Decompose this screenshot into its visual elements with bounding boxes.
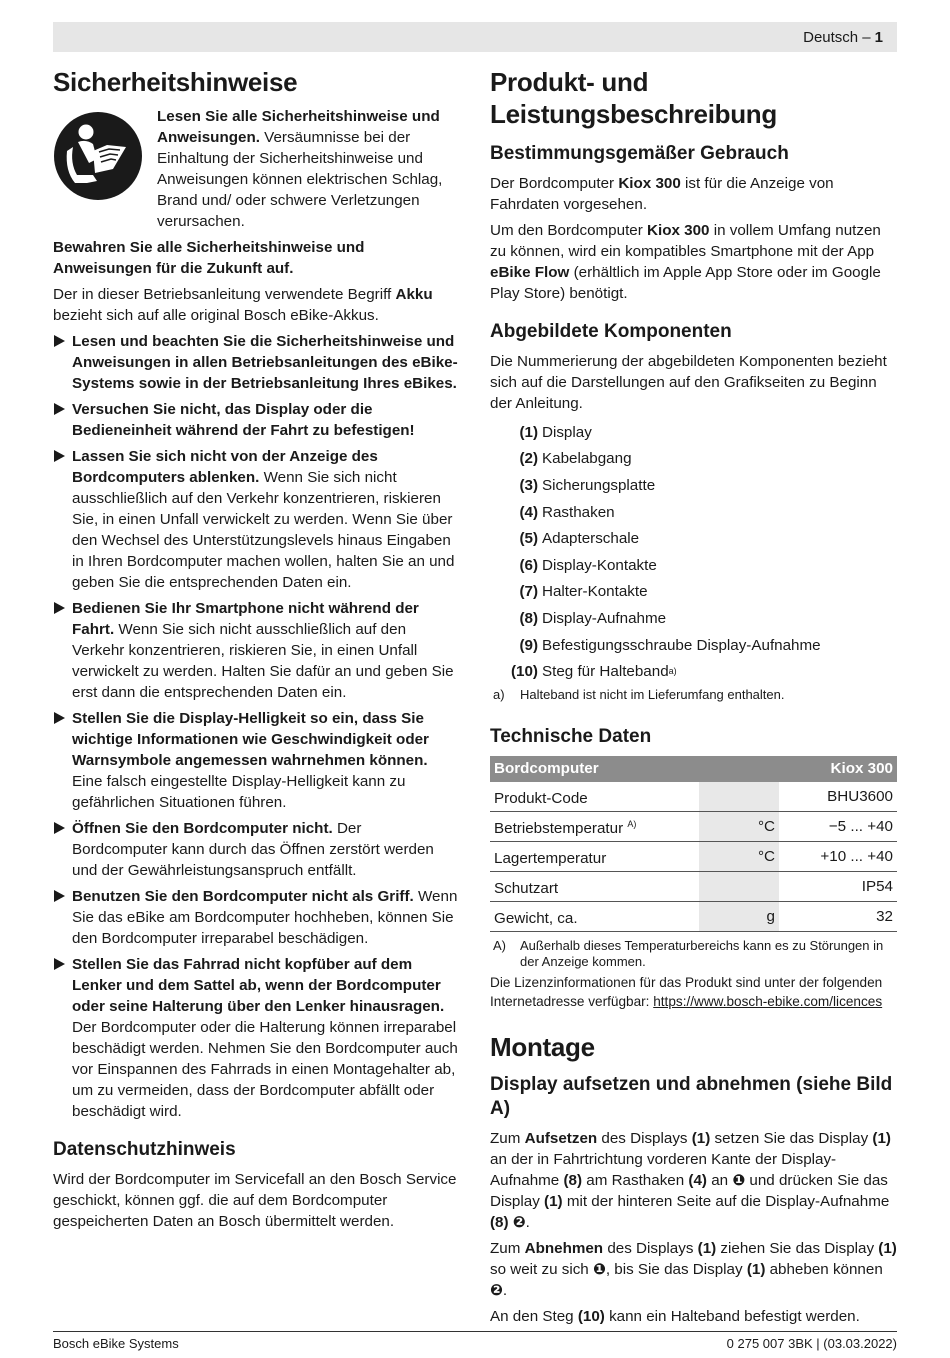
safety-bullet-list	[53, 331, 460, 1122]
safety-intro	[53, 106, 460, 232]
text-run: des Displays	[603, 1240, 698, 1258]
component-item: (4) Rasthaken	[519, 503, 615, 521]
component-item: (5) Adapterschale	[519, 530, 640, 548]
table-row: Gewicht, ca. g 32	[490, 902, 897, 932]
text-run: und drücken Sie das Display	[490, 1172, 888, 1211]
header-language: Deutsch –	[803, 28, 871, 46]
keep-instructions: Bewahren Sie alle Sicherheitshinweise und Anweisungen für die Zukunft auf.	[53, 239, 365, 277]
table-row: Produkt-Code BHU3600	[490, 782, 897, 812]
component-item: (9) Befestigungsschraube Display-Aufnahme	[519, 636, 821, 654]
component-item: (3) Sicherungsplatte	[519, 476, 656, 494]
triangle-bullet-icon	[54, 335, 65, 347]
tech-data-table	[490, 756, 897, 932]
mount-heading: Montage	[490, 1032, 595, 1063]
header-page-number: 1	[874, 28, 883, 46]
component-item: (2) Kabelabgang	[519, 450, 632, 468]
text-run: Aufsetzen	[524, 1130, 598, 1148]
text-run: ziehen Sie das Display	[716, 1240, 879, 1258]
table-row: Betriebstemperatur $^{A)}$ °C −5 ... +40	[490, 812, 897, 842]
components-heading: Abgebildete Komponenten	[490, 321, 732, 342]
text-run: (8)	[490, 1214, 509, 1232]
left-column	[53, 66, 460, 1237]
component-item: (8) Display-Aufnahme	[519, 609, 667, 627]
safety-bullet: Lesen und beachten Sie die Sicherheitshinweise und Anweisungen in allen Betriebsanleitungen des eBike-Systems sowie in der Betriebsanleitung Ihres eBikes.	[53, 331, 460, 394]
triangle-bullet-icon	[54, 403, 65, 415]
safety-bullet: Stellen Sie das Fahrrad nicht kopfüber auf dem Lenker und dem Sattel ab, wenn der Bordcomputer oder seine Halterung über den Lenker hinausragen. Der Bordcomputer oder die Halterung können irreparabel beschädigt werden. Nehmen Sie den Bordcomputer auch vor Einspannen des Fahrrads in einen Montagehalter ab, um zu vermeiden, dass der Bordcomputer abfällt oder beschädigt wird.	[53, 954, 460, 1122]
footer-right: 0 275 007 3BK | (03.03.2022)	[726, 1336, 897, 1351]
text-run: ❶	[592, 1261, 606, 1279]
intro-bold: Lesen Sie alle Sicherheitshinweise und Anweisungen.	[157, 108, 440, 146]
text-run: ❶	[732, 1172, 746, 1190]
footer-rule	[53, 1331, 897, 1332]
mount-text-1	[490, 1128, 897, 1233]
triangle-bullet-icon	[54, 450, 65, 462]
text-run: mit der hinteren Seite auf die Display-Aufnahme	[562, 1193, 890, 1211]
safety-bullet: Versuchen Sie nicht, das Display oder die Bedieneinheit während der Fahrt zu befestigen!	[53, 399, 460, 441]
display-mount-heading: Display aufsetzen und abnehmen (siehe Bild A)	[490, 1074, 893, 1120]
text-run: Zum	[490, 1240, 525, 1258]
safety-bullet: Öffnen Sie den Bordcomputer nicht. Der Bordcomputer kann durch das Öffnen zerstört werden und der Gewährleistungsanspruch entfällt.	[53, 818, 460, 881]
triangle-bullet-icon	[54, 958, 65, 970]
text-run: Abnehmen	[524, 1240, 604, 1258]
text-run: (1)	[691, 1130, 711, 1148]
text-run: (1)	[697, 1240, 717, 1258]
text-run: an der in Fahrtrichtung vorderen Kante der Display-Aufnahme	[490, 1151, 837, 1190]
product-heading: Produkt- und Leistungsbeschreibung	[490, 67, 777, 129]
text-run: an	[706, 1172, 733, 1190]
text-run: .	[502, 1282, 508, 1300]
component-item: (7) Halter-Kontakte	[519, 583, 648, 601]
component-item: (6) Display-Kontakte	[519, 556, 657, 574]
text-run: (8)	[563, 1172, 583, 1190]
text-run: ❷	[512, 1214, 526, 1232]
component-item: (10) Steg für Halteband a)	[510, 663, 677, 681]
components-list	[494, 419, 897, 685]
mount-text-3: An den Steg (10) kann ein Halteband befestigt werden.	[490, 1308, 860, 1326]
triangle-bullet-icon	[54, 712, 65, 724]
right-column	[490, 66, 897, 1332]
text-run: des Displays	[597, 1130, 692, 1148]
text-run: (1)	[544, 1193, 563, 1211]
text-run: (1)	[872, 1130, 891, 1148]
privacy-text: Wird der Bordcomputer im Servicefall an den Bosch Service geschickt, können ggf. die auf dem Bordcomputer gespeicherten Daten an Bosch übermittelt werden.	[53, 1171, 457, 1230]
tech-data-heading: Technische Daten	[490, 725, 652, 747]
footer-left: Bosch eBike Systems	[53, 1336, 179, 1351]
mount-text-2	[490, 1238, 897, 1301]
intended-use-text-1: Der Bordcomputer Kiox 300 ist für die Anzeige von Fahrdaten vorgesehen.	[490, 175, 834, 213]
text-run: abheben können	[765, 1261, 883, 1279]
page-header-bar	[53, 22, 897, 52]
table-row: Lagertemperatur °C +10 ... +40	[490, 842, 897, 872]
text-run: , bis Sie das Display	[605, 1261, 747, 1279]
intro-text: Versäumnisse bei der Einhaltung der Sicherheitshinweise und Anweisungen können elektrischen Schlag, Brand und/ oder schwere Verletzungen verursachen.	[157, 129, 443, 230]
components-intro: Die Nummerierung der abgebildeten Komponenten bezieht sich auf die Darstellungen auf den Grafikseiten zu Beginn der Anleitung.	[490, 353, 887, 412]
text-run: .	[525, 1214, 530, 1232]
text-run: ❷	[490, 1282, 503, 1300]
text-run: (4)	[688, 1172, 707, 1190]
tech-footnote: A) Außerhalb dieses Temperaturbereichs kann es zu Störungen in der Anzeige kommen.	[493, 938, 884, 970]
text-run: am Rasthaken	[582, 1172, 689, 1190]
table-row: Schutzart IP54	[490, 872, 897, 902]
akku-definition: Der in dieser Betriebsanleitung verwendete Begriff Akku bezieht sich auf alle original Bosch eBike-Akkus.	[53, 286, 433, 324]
read-manual-icon	[53, 111, 143, 201]
license-link[interactable]: https://www.bosch-ebike.com/licences	[653, 994, 883, 1010]
text-run: setzen Sie das Display	[710, 1130, 873, 1148]
component-item: (1) Display	[519, 423, 592, 441]
privacy-heading: Datenschutzhinweis	[53, 1139, 236, 1160]
safety-bullet: Lassen Sie sich nicht von der Anzeige des Bordcomputers ablenken. Wenn Sie sich nicht ausschließlich auf den Verkehr konzentrieren, riskieren Sie, in einen Unfall verwickelt zu werden. Wenn Sie über den Wechsel des Unterstützungslevels hinaus Eingaben in Ihren Bordcomputer machen wollen, halten Sie an und geben Sie die entsprechenden Daten ein.	[53, 446, 460, 593]
components-footnote: a) Halteband ist nicht im Lieferumfang enthalten.	[493, 686, 785, 702]
triangle-bullet-icon	[54, 890, 65, 902]
text-run: (1)	[878, 1240, 897, 1258]
text-run: Zum	[490, 1130, 525, 1148]
license-text: Die Lizenzinformationen für das Produkt sind unter der folgenden Internetadresse verfügbar: https://www.bosch-ebike.com/licences	[490, 975, 883, 1010]
triangle-bullet-icon	[54, 822, 65, 834]
safety-bullet: Benutzen Sie den Bordcomputer nicht als Griff. Wenn Sie das eBike am Bordcomputer hochheben, können Sie den Bordcomputer irreparabel beschädigen.	[53, 886, 460, 949]
safety-bullet: Stellen Sie die Display-Helligkeit so ein, dass Sie wichtige Informationen wie Geschwindigkeit oder Warnsymbole angemessen wahrnehmen können. Eine falsch eingestellte Display-Helligkeit kann zu gefährlichen Situationen führen.	[53, 708, 460, 813]
tech-table-header: Bordcomputer Kiox 300	[490, 756, 897, 782]
text-run: (1)	[746, 1261, 766, 1279]
safety-heading: Sicherheitshinweise	[53, 67, 298, 97]
safety-bullet: Bedienen Sie Ihr Smartphone nicht während der Fahrt. Wenn Sie sich nicht ausschließlich auf den Verkehr konzentrieren, riskieren Sie, in einen Unfall verwickelt zu werden. Halten Sie dafür an und geben Sie erst dann die entsprechenden Daten ein.	[53, 598, 460, 703]
intended-use-text-2: Um den Bordcomputer Kiox 300 in vollem Umfang nutzen zu können, wird ein kompatibles Smartphone mit der App eBike Flow (erhältlich im Apple App Store oder im Google Play Store) benötigt.	[490, 222, 881, 302]
text-run: so weit zu sich	[490, 1261, 593, 1279]
triangle-bullet-icon	[54, 602, 65, 614]
intended-use-heading: Bestimmungsgemäßer Gebrauch	[490, 143, 789, 164]
